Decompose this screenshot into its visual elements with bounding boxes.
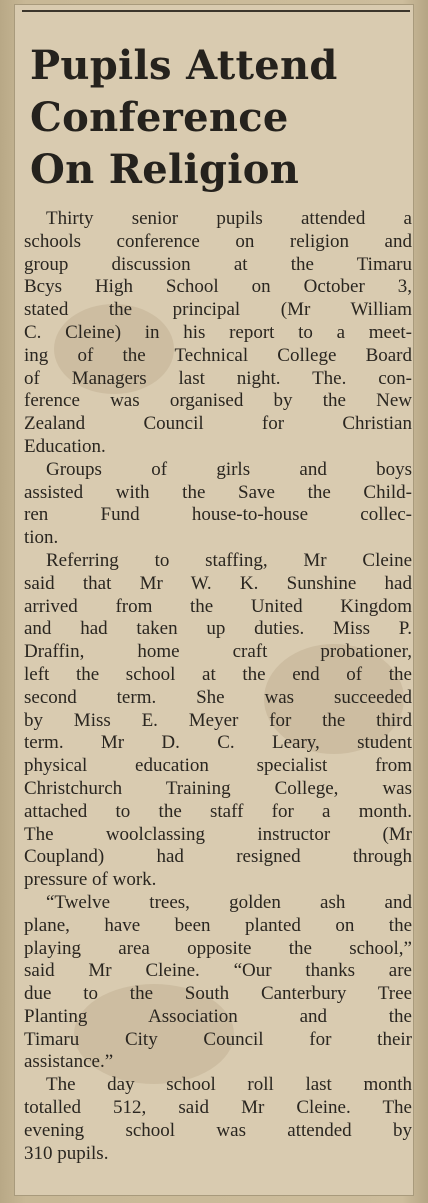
article-paragraph bbox=[24, 459, 412, 550]
top-rule bbox=[22, 10, 410, 12]
article-line: Referring to staffing, Mr Cleine bbox=[46, 549, 412, 571]
article-line: Zealand Council for Christian bbox=[24, 413, 412, 435]
article-line: Draffin, home craft probationer, bbox=[24, 641, 412, 663]
article-line: The day school roll last month bbox=[46, 1074, 412, 1096]
article-line: of Managers last night. The. con- bbox=[24, 367, 412, 389]
article-line: left the school at the end of the bbox=[24, 663, 412, 685]
headline-line: Pupils Attend bbox=[30, 42, 338, 89]
article-paragraph bbox=[24, 550, 412, 892]
article-line: assistance.” bbox=[24, 1051, 114, 1073]
article-line: tion. bbox=[24, 527, 59, 549]
article-paragraph bbox=[24, 892, 412, 1074]
article-line: arrived from the United Kingdom bbox=[24, 595, 412, 617]
article-line: Bcys High School on October 3, bbox=[24, 276, 412, 298]
article-line: second term. She was succeeded bbox=[24, 686, 412, 708]
article-line: “Twelve trees, golden ash and bbox=[46, 891, 412, 913]
article-line: Groups of girls and boys bbox=[46, 458, 412, 480]
article-line: plane, have been planted on the bbox=[24, 914, 412, 936]
article-line: schools conference on religion and bbox=[24, 230, 412, 252]
article-line: 310 pupils. bbox=[24, 1142, 109, 1164]
article-line: stated the principal (Mr William bbox=[24, 299, 412, 321]
article-body bbox=[24, 208, 412, 1165]
article-line: physical education specialist from bbox=[24, 755, 412, 777]
article-line: Thirty senior pupils attended a bbox=[46, 208, 412, 229]
article-line: ren Fund house-to-house collec- bbox=[24, 504, 412, 526]
article-line: assisted with the Save the Child- bbox=[24, 481, 412, 503]
article-line: and had taken up duties. Miss P. bbox=[24, 618, 412, 640]
article-paragraph bbox=[24, 208, 412, 459]
article-line: The woolclassing instructor (Mr bbox=[24, 823, 412, 845]
newspaper-clipping bbox=[14, 4, 414, 1196]
article-line: Christchurch Training College, was bbox=[24, 777, 412, 799]
article-line: Planting Association and the bbox=[24, 1005, 412, 1027]
article-line: by Miss E. Meyer for the third bbox=[24, 709, 412, 731]
article-line: due to the South Canterbury Tree bbox=[24, 983, 412, 1005]
article-line: C. Cleine) in his report to a meet- bbox=[24, 321, 412, 343]
article-line: group discussion at the Timaru bbox=[24, 253, 412, 275]
headline bbox=[30, 40, 410, 196]
article-line: Timaru City Council for their bbox=[24, 1028, 412, 1050]
article-line: playing area opposite the school,” bbox=[24, 937, 412, 959]
article-line: term. Mr D. C. Leary, student bbox=[24, 732, 412, 754]
headline-line: On Religion bbox=[30, 146, 300, 193]
article-line: totalled 512, said Mr Cleine. The bbox=[24, 1097, 412, 1119]
article-line: Education. bbox=[24, 435, 106, 457]
article-paragraph bbox=[24, 1074, 412, 1165]
article-line: Coupland) had resigned through bbox=[24, 846, 412, 868]
article-line: ference was organised by the New bbox=[24, 390, 412, 412]
article-line: ing of the Technical College Board bbox=[24, 344, 412, 366]
headline-line: Conference bbox=[30, 94, 289, 141]
article-line: said Mr Cleine. “Our thanks are bbox=[24, 960, 412, 982]
article-line: attached to the staff for a month. bbox=[24, 800, 412, 822]
article-line: said that Mr W. K. Sunshine had bbox=[24, 572, 412, 594]
article-line: pressure of work. bbox=[24, 869, 157, 891]
article-line: evening school was attended by bbox=[24, 1119, 412, 1141]
